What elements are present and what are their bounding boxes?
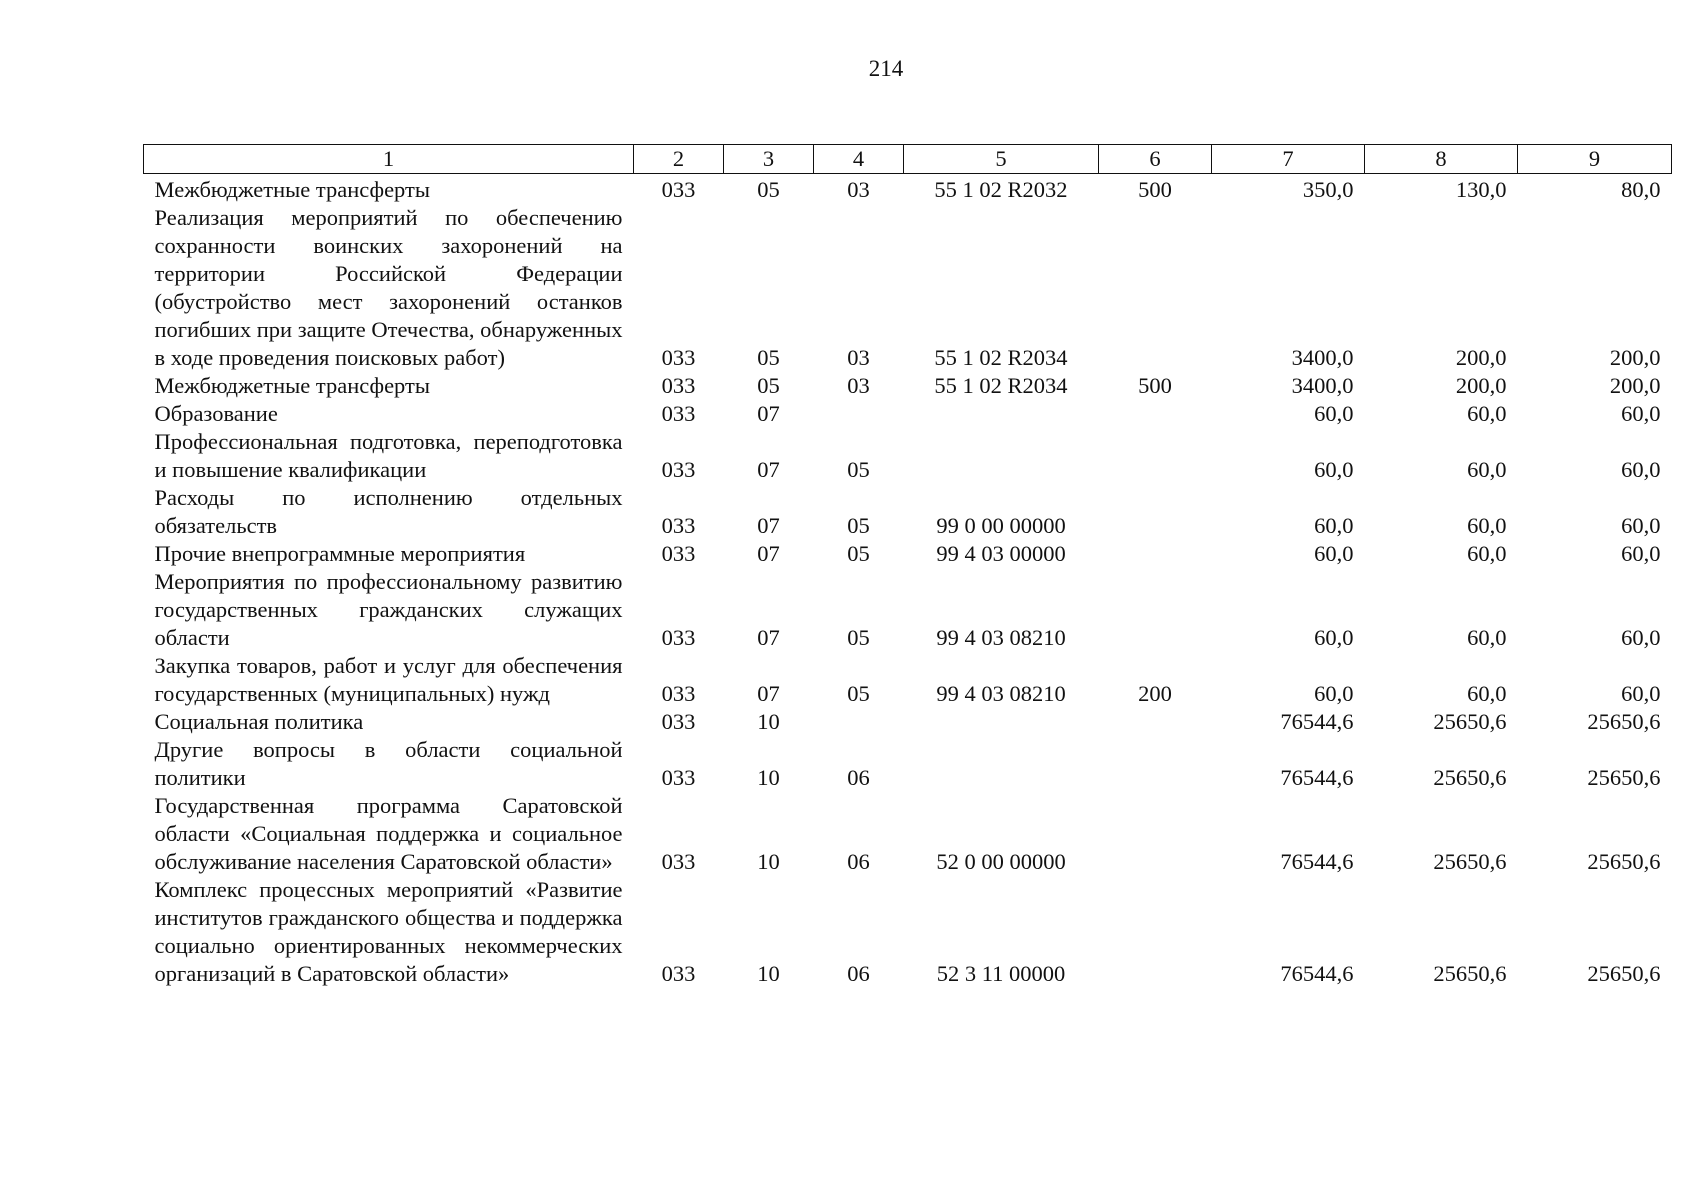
- cell-col3: 07: [757, 401, 780, 426]
- cell-col7: 3400,0: [1291, 345, 1354, 370]
- cell-col4: 06: [847, 849, 870, 874]
- budget-table: [143, 144, 1672, 988]
- row-name: Расходы по исполнению отдельных обязательств: [154, 485, 623, 538]
- cell-col4: 05: [847, 541, 870, 566]
- table-row: [144, 204, 1672, 372]
- cell-col2: 033: [661, 177, 696, 202]
- cell-col2: 033: [661, 401, 696, 426]
- cell-col2: 033: [661, 681, 696, 706]
- column-header: 9: [1518, 145, 1672, 174]
- cell-col5: 52 0 00 00000: [936, 849, 1066, 874]
- cell-col5: 99 4 03 08210: [936, 625, 1066, 650]
- column-header: 8: [1365, 145, 1518, 174]
- cell-col5: 55 1 02 R2034: [934, 345, 1068, 370]
- cell-col6: 200: [1138, 681, 1172, 706]
- cell-col7: 60,0: [1314, 401, 1354, 426]
- cell-col9: 80,0: [1621, 177, 1661, 202]
- table-row: [144, 428, 1672, 484]
- cell-col3: 05: [757, 345, 780, 370]
- cell-col2: 033: [661, 513, 696, 538]
- cell-col9: 60,0: [1621, 681, 1661, 706]
- cell-col3: 10: [757, 765, 780, 790]
- table-row: [144, 876, 1672, 988]
- cell-col9: 25650,6: [1587, 709, 1661, 734]
- page-number: 214: [868, 56, 904, 81]
- cell-col6: 500: [1138, 177, 1172, 202]
- cell-col2: 033: [661, 541, 696, 566]
- table-header-row: [144, 145, 1672, 174]
- table-row: [144, 736, 1672, 792]
- cell-col9: 60,0: [1621, 625, 1661, 650]
- cell-col6: 500: [1138, 373, 1172, 398]
- cell-col7: 350,0: [1302, 177, 1354, 202]
- table-row: [144, 708, 1672, 736]
- cell-col2: 033: [661, 345, 696, 370]
- cell-col7: 60,0: [1314, 681, 1354, 706]
- cell-col6: [1099, 400, 1212, 428]
- cell-col3: 10: [757, 961, 780, 986]
- cell-col4: 03: [847, 373, 870, 398]
- cell-col4: 03: [847, 345, 870, 370]
- row-name: Социальная политика: [154, 709, 364, 734]
- cell-col3: 05: [757, 177, 780, 202]
- cell-col2: 033: [661, 625, 696, 650]
- cell-col5: 52 3 11 00000: [936, 961, 1066, 986]
- cell-col5: 55 1 02 R2032: [934, 177, 1068, 202]
- cell-col5: 99 0 00 00000: [936, 513, 1066, 538]
- cell-col3: 07: [757, 681, 780, 706]
- row-name: Прочие внепрограммные мероприятия: [154, 541, 526, 566]
- table-row: [144, 484, 1672, 540]
- row-name: Образование: [154, 401, 278, 426]
- cell-col7: 60,0: [1314, 625, 1354, 650]
- cell-col7: 76544,6: [1280, 849, 1354, 874]
- cell-col8: 60,0: [1467, 681, 1507, 706]
- cell-col2: 033: [661, 373, 696, 398]
- table-row: [144, 540, 1672, 568]
- cell-col6: [1099, 876, 1212, 988]
- column-header: 1: [144, 145, 634, 174]
- table-row: [144, 652, 1672, 708]
- row-name: Реализация мероприятий по обеспечению сохранности воинских захоронений на территории Российской Федерации (обустройство мест захоронений останков погибших при защите Отечества, обнаруженных в ходе проведения поисковых работ): [154, 205, 623, 370]
- cell-col4: [814, 400, 904, 428]
- cell-col4: 05: [847, 681, 870, 706]
- cell-col6: [1099, 708, 1212, 736]
- cell-col6: [1099, 204, 1212, 372]
- column-header: 7: [1212, 145, 1365, 174]
- cell-col3: 05: [757, 373, 780, 398]
- cell-col6: [1099, 736, 1212, 792]
- table-row: [144, 568, 1672, 652]
- table-row: [144, 792, 1672, 876]
- cell-col7: 60,0: [1314, 457, 1354, 482]
- cell-col5: [904, 736, 1099, 792]
- row-name: Межбюджетные трансферты: [154, 373, 430, 398]
- cell-col6: [1099, 568, 1212, 652]
- cell-col3: 07: [757, 541, 780, 566]
- cell-col8: 200,0: [1455, 345, 1507, 370]
- cell-col5: [904, 708, 1099, 736]
- cell-col3: 10: [757, 849, 780, 874]
- cell-col6: [1099, 428, 1212, 484]
- cell-col5: 55 1 02 R2034: [934, 373, 1068, 398]
- cell-col5: [904, 428, 1099, 484]
- table-row: [144, 174, 1672, 205]
- column-header: 6: [1099, 145, 1212, 174]
- cell-col9: 25650,6: [1587, 961, 1661, 986]
- row-name: Закупка товаров, работ и услуг для обеспечения государственных (муниципальных) нужд: [154, 653, 623, 706]
- cell-col8: 60,0: [1467, 401, 1507, 426]
- row-name: Мероприятия по профессиональному развитию государственных гражданских служащих области: [154, 569, 623, 650]
- cell-col3: 07: [757, 625, 780, 650]
- column-header: 3: [724, 145, 814, 174]
- cell-col3: 10: [757, 709, 780, 734]
- cell-col8: 60,0: [1467, 513, 1507, 538]
- cell-col9: 60,0: [1621, 541, 1661, 566]
- cell-col7: 76544,6: [1280, 765, 1354, 790]
- cell-col3: 07: [757, 513, 780, 538]
- cell-col7: 76544,6: [1280, 709, 1354, 734]
- cell-col2: 033: [661, 457, 696, 482]
- cell-col2: 033: [661, 765, 696, 790]
- row-name: Межбюджетные трансферты: [154, 177, 430, 202]
- cell-col4: 03: [847, 177, 870, 202]
- cell-col8: 25650,6: [1433, 709, 1507, 734]
- cell-col9: 200,0: [1609, 345, 1661, 370]
- column-header: 2: [634, 145, 724, 174]
- cell-col9: 25650,6: [1587, 765, 1661, 790]
- row-name: Профессиональная подготовка, переподготовка и повышение квалификации: [154, 429, 623, 482]
- cell-col8: 60,0: [1467, 457, 1507, 482]
- column-header: 4: [814, 145, 904, 174]
- cell-col7: 60,0: [1314, 513, 1354, 538]
- cell-col9: 25650,6: [1587, 849, 1661, 874]
- cell-col8: 60,0: [1467, 541, 1507, 566]
- cell-col6: [1099, 484, 1212, 540]
- row-name: Государственная программа Саратовской области «Социальная поддержка и социальное обслуживание населения Саратовской области»: [154, 793, 623, 874]
- cell-col6: [1099, 792, 1212, 876]
- cell-col2: 033: [661, 961, 696, 986]
- cell-col9: 60,0: [1621, 457, 1661, 482]
- cell-col4: 05: [847, 457, 870, 482]
- cell-col4: 05: [847, 625, 870, 650]
- cell-col2: 033: [661, 709, 696, 734]
- column-header: 5: [904, 145, 1099, 174]
- table-body: [144, 174, 1672, 989]
- cell-col4: [814, 708, 904, 736]
- cell-col5: 99 4 03 00000: [936, 541, 1066, 566]
- cell-col5: [904, 400, 1099, 428]
- cell-col8: 60,0: [1467, 625, 1507, 650]
- cell-col8: 25650,6: [1433, 849, 1507, 874]
- row-name: Другие вопросы в области социальной политики: [154, 737, 623, 790]
- cell-col4: 06: [847, 765, 870, 790]
- cell-col5: 99 4 03 08210: [936, 681, 1066, 706]
- cell-col9: 60,0: [1621, 401, 1661, 426]
- cell-col8: 130,0: [1455, 177, 1507, 202]
- row-name: Комплекс процессных мероприятий «Развитие институтов гражданского общества и поддержка социально ориентированных некоммерческих организаций в Саратовской области»: [154, 877, 623, 986]
- cell-col8: 200,0: [1455, 373, 1507, 398]
- cell-col7: 60,0: [1314, 541, 1354, 566]
- cell-col7: 76544,6: [1280, 961, 1354, 986]
- cell-col9: 200,0: [1609, 373, 1661, 398]
- cell-col2: 033: [661, 849, 696, 874]
- cell-col4: 05: [847, 513, 870, 538]
- cell-col7: 3400,0: [1291, 373, 1354, 398]
- cell-col4: 06: [847, 961, 870, 986]
- cell-col8: 25650,6: [1433, 765, 1507, 790]
- table-row: [144, 400, 1672, 428]
- cell-col3: 07: [757, 457, 780, 482]
- cell-col9: 60,0: [1621, 513, 1661, 538]
- table-row: [144, 372, 1672, 400]
- cell-col8: 25650,6: [1433, 961, 1507, 986]
- cell-col6: [1099, 540, 1212, 568]
